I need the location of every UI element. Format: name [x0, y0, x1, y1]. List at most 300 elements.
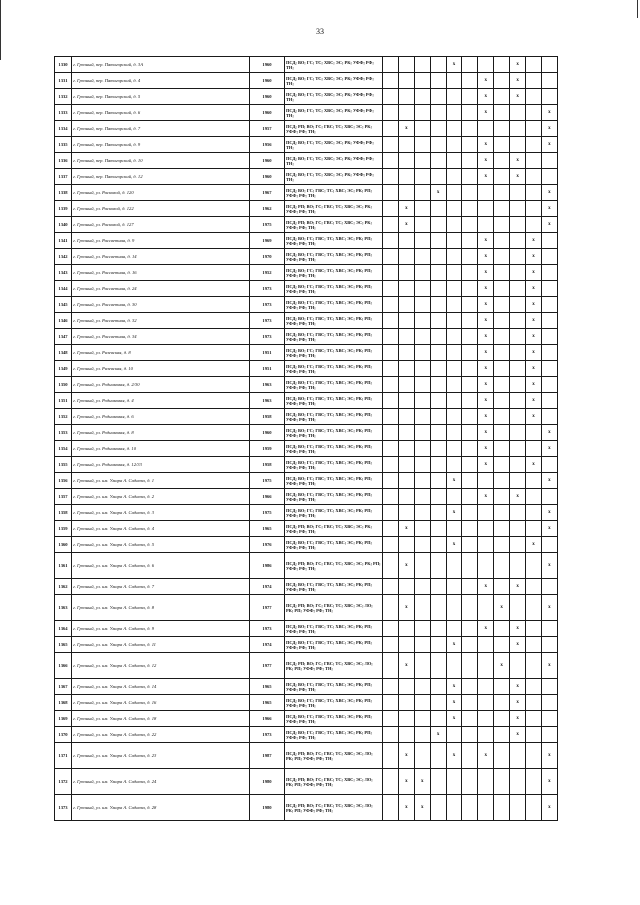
address-cell: г. Грозный, ул. Рассветная, д. 14 [72, 249, 250, 265]
works-cell: ПСД; ВО; ГС; ГВС; ТС; ХВС; ЭС; РК; РП; УФФ; РФ; ТН; [285, 537, 383, 553]
mark-cell [383, 297, 399, 313]
works-cell: ПСД; ВО; ГС; ГВС; ТС; ХВС; ЭС; РК; РП; УФФ; РФ; ТН; [285, 409, 383, 425]
mark-cell [383, 457, 399, 473]
table-row [55, 441, 558, 457]
mark-cell [446, 441, 462, 457]
mark-cell [462, 727, 478, 743]
mark-cell: x [478, 329, 494, 345]
mark-cell [398, 105, 414, 121]
mark-cell [462, 233, 478, 249]
works-cell: ПСД; ВО; ГС; ГВС; ТС; ХВС; ЭС; РК; РП; УФФ; РФ; ТН; [285, 425, 383, 441]
mark-cell [494, 185, 510, 201]
year-cell: 1975 [250, 505, 285, 521]
mark-cell [462, 73, 478, 89]
mark-cell: x [414, 795, 430, 821]
works-cell: ПСД; ВО; ГС; ГВС; ТС; ХВС; ЭС; РК; РП; УФФ; РФ; ТН; [285, 329, 383, 345]
mark-cell [462, 473, 478, 489]
mark-cell [430, 217, 446, 233]
address-cell: г. Грозный, пер. Пятигорский, д. 7 [72, 121, 250, 137]
mark-cell [414, 537, 430, 553]
mark-cell [430, 281, 446, 297]
mark-cell [414, 377, 430, 393]
mark-cell [383, 313, 399, 329]
mark-cell: x [398, 121, 414, 137]
mark-cell [494, 621, 510, 637]
mark-cell [494, 377, 510, 393]
mark-cell [398, 695, 414, 711]
address-cell: г. Грозный, ул. Рассветная, д. 32 [72, 313, 250, 329]
mark-cell [478, 637, 494, 653]
mark-cell [541, 313, 557, 329]
row-number: 1361 [55, 553, 72, 579]
mark-cell [414, 121, 430, 137]
address-cell: г. Грозный, пер. Пятигорский, д. 5 [72, 89, 250, 105]
mark-cell [494, 393, 510, 409]
mark-cell [526, 505, 542, 521]
mark-cell [462, 579, 478, 595]
mark-cell [462, 137, 478, 153]
mark-cell [398, 579, 414, 595]
mark-cell: x [541, 425, 557, 441]
mark-cell [383, 281, 399, 297]
mark-cell [446, 297, 462, 313]
mark-cell [383, 393, 399, 409]
table-row [55, 621, 558, 637]
row-number: 1372 [55, 769, 72, 795]
mark-cell: x [478, 249, 494, 265]
mark-cell [478, 505, 494, 521]
mark-cell [494, 217, 510, 233]
mark-cell [526, 695, 542, 711]
mark-cell [414, 105, 430, 121]
mark-cell: x [430, 727, 446, 743]
mark-cell: x [510, 711, 526, 727]
mark-cell [430, 441, 446, 457]
mark-cell: x [478, 457, 494, 473]
address-cell: г. Грозный, ул. Родниковая, д. 4 [72, 393, 250, 409]
mark-cell: x [398, 201, 414, 217]
mark-cell: x [541, 769, 557, 795]
address-cell: г. Грозный, ул. Родниковая, д. 8 [72, 425, 250, 441]
mark-cell [510, 457, 526, 473]
table-row [55, 345, 558, 361]
table-row [55, 153, 558, 169]
works-cell: ПСД; ВО; ГС; ГВС; ТС; ХВС; ЭС; РК; РП; УФФ; РФ; ТН; [285, 579, 383, 595]
year-cell: 1975 [250, 217, 285, 233]
address-cell: г. Грозный, ул. Рассветная, д. 16 [72, 265, 250, 281]
mark-cell [462, 393, 478, 409]
mark-cell: x [478, 377, 494, 393]
mark-cell [541, 711, 557, 727]
mark-cell [446, 393, 462, 409]
mark-cell [383, 521, 399, 537]
mark-cell: x [478, 153, 494, 169]
mark-cell [398, 57, 414, 73]
mark-cell: x [430, 185, 446, 201]
row-number: 1364 [55, 621, 72, 637]
row-number: 1368 [55, 695, 72, 711]
mark-cell [494, 73, 510, 89]
year-cell: 1973 [250, 329, 285, 345]
row-number: 1352 [55, 409, 72, 425]
mark-cell [383, 579, 399, 595]
table-row [55, 249, 558, 265]
scan-edge-mark [637, 0, 638, 18]
mark-cell [430, 505, 446, 521]
mark-cell: x [446, 57, 462, 73]
works-cell: ПСД; ВО; ГС; ГВС; ТС; ХВС; ЭС; РК; РП; УФФ; РФ; ТН; [285, 313, 383, 329]
works-cell: ПСД; РП; ВО; ГС; ГВС; ТС; ХВС; ЭС; ЛО; РК; РП; УФФ; РФ; ТН; [285, 653, 383, 679]
mark-cell [478, 727, 494, 743]
row-number: 1369 [55, 711, 72, 727]
mark-cell [414, 89, 430, 105]
mark-cell [510, 297, 526, 313]
mark-cell [462, 297, 478, 313]
mark-cell: x [510, 153, 526, 169]
mark-cell [430, 537, 446, 553]
mark-cell [478, 795, 494, 821]
mark-cell [414, 249, 430, 265]
address-cell: г. Грозный, ул. им. Умара А. Садаева, д. 9 [72, 621, 250, 637]
mark-cell: x [398, 553, 414, 579]
mark-cell [446, 457, 462, 473]
row-number: 1339 [55, 201, 72, 217]
row-number: 1343 [55, 265, 72, 281]
mark-cell [430, 169, 446, 185]
mark-cell: x [510, 489, 526, 505]
mark-cell: x [398, 743, 414, 769]
mark-cell [494, 679, 510, 695]
mark-cell [494, 345, 510, 361]
row-number: 1342 [55, 249, 72, 265]
mark-cell [414, 409, 430, 425]
year-cell: 1980 [250, 769, 285, 795]
row-number: 1347 [55, 329, 72, 345]
mark-cell [430, 769, 446, 795]
mark-cell [462, 361, 478, 377]
mark-cell: x [478, 73, 494, 89]
mark-cell [510, 769, 526, 795]
mark-cell [414, 329, 430, 345]
address-cell: г. Грозный, ул. им. Умара А. Садаева, д. 23 [72, 743, 250, 769]
mark-cell [462, 217, 478, 233]
mark-cell [398, 637, 414, 653]
row-number: 1363 [55, 595, 72, 621]
mark-cell [510, 393, 526, 409]
address-cell: г. Грозный, ул. им. Умара А. Садаева, д. 28 [72, 795, 250, 821]
year-cell: 1980 [250, 795, 285, 821]
mark-cell [414, 185, 430, 201]
mark-cell: x [478, 743, 494, 769]
mark-cell: x [541, 441, 557, 457]
year-cell: 1960 [250, 73, 285, 89]
mark-cell [541, 153, 557, 169]
mark-cell [430, 489, 446, 505]
mark-cell [541, 679, 557, 695]
mark-cell [430, 595, 446, 621]
mark-cell [430, 711, 446, 727]
mark-cell [462, 153, 478, 169]
mark-cell [478, 711, 494, 727]
mark-cell [383, 249, 399, 265]
mark-cell [462, 425, 478, 441]
mark-cell [383, 505, 399, 521]
mark-cell [494, 169, 510, 185]
year-cell: 1966 [250, 711, 285, 727]
mark-cell [462, 265, 478, 281]
mark-cell [383, 105, 399, 121]
table-row [55, 297, 558, 313]
year-cell: 1965 [250, 521, 285, 537]
mark-cell [398, 505, 414, 521]
table-row [55, 695, 558, 711]
mark-cell: x [541, 743, 557, 769]
mark-cell [494, 505, 510, 521]
table-row [55, 473, 558, 489]
row-number: 1336 [55, 153, 72, 169]
table-row [55, 329, 558, 345]
address-cell: г. Грозный, ул. им. Умара А. Садаева, д. 7 [72, 579, 250, 595]
mark-cell: x [398, 795, 414, 821]
mark-cell [462, 105, 478, 121]
mark-cell [526, 137, 542, 153]
mark-cell [430, 377, 446, 393]
works-cell: ПСД; ВО; ГС; ГВС; ТС; ХВС; ЭС; РК; РП; УФФ; РФ; ТН; [285, 249, 383, 265]
address-cell: г. Грозный, ул. им. Умара А. Садаева, д. 6 [72, 553, 250, 579]
address-cell: г. Грозный, пер. Пятигорский, д. 4 [72, 73, 250, 89]
mark-cell: x [510, 637, 526, 653]
mark-cell: x [478, 441, 494, 457]
mark-cell: x [478, 409, 494, 425]
mark-cell [510, 505, 526, 521]
mark-cell [430, 637, 446, 653]
table-row [55, 281, 558, 297]
mark-cell [383, 377, 399, 393]
mark-cell [526, 595, 542, 621]
mark-cell [494, 441, 510, 457]
mark-cell [494, 233, 510, 249]
mark-cell [494, 281, 510, 297]
year-cell: 1960 [250, 425, 285, 441]
mark-cell [446, 137, 462, 153]
works-cell: ПСД; ВО; ГС; ТС; ХВС; ЭС; РК; УФФ; РФ; ТН; [285, 73, 383, 89]
mark-cell: x [478, 425, 494, 441]
mark-cell [478, 553, 494, 579]
mark-cell [462, 377, 478, 393]
works-cell: ПСД; ВО; ГС; ГВС; ТС; ХВС; ЭС; РК; РП; УФФ; РФ; ТН; [285, 505, 383, 521]
mark-cell [430, 249, 446, 265]
mark-cell [462, 121, 478, 137]
mark-cell [446, 361, 462, 377]
mark-cell: x [478, 137, 494, 153]
mark-cell: x [541, 105, 557, 121]
row-number: 1348 [55, 345, 72, 361]
mark-cell [398, 457, 414, 473]
mark-cell [430, 121, 446, 137]
mark-cell [494, 489, 510, 505]
row-number: 1334 [55, 121, 72, 137]
mark-cell [541, 393, 557, 409]
year-cell: 1987 [250, 743, 285, 769]
mark-cell [541, 377, 557, 393]
mark-cell [541, 233, 557, 249]
mark-cell [446, 313, 462, 329]
year-cell: 1975 [250, 473, 285, 489]
mark-cell [510, 281, 526, 297]
mark-cell [383, 425, 399, 441]
table-row [55, 457, 558, 473]
row-number: 1333 [55, 105, 72, 121]
mark-cell [430, 795, 446, 821]
mark-cell [383, 169, 399, 185]
mark-cell [526, 711, 542, 727]
mark-cell [494, 361, 510, 377]
table-row [55, 217, 558, 233]
mark-cell [430, 137, 446, 153]
mark-cell [462, 409, 478, 425]
works-cell: ПСД; ВО; ГС; ГВС; ТС; ХВС; ЭС; РК; РП; УФФ; РФ; ТН; [285, 457, 383, 473]
mark-cell: x [510, 621, 526, 637]
works-cell: ПСД; ВО; ГС; ГВС; ТС; ХВС; ЭС; РК; РП; УФФ; РФ; ТН; [285, 281, 383, 297]
mark-cell: x [398, 595, 414, 621]
mark-cell [446, 201, 462, 217]
mark-cell [446, 73, 462, 89]
mark-cell [398, 233, 414, 249]
mark-cell: x [526, 457, 542, 473]
mark-cell [526, 553, 542, 579]
mark-cell: x [526, 361, 542, 377]
mark-cell [398, 393, 414, 409]
mark-cell [462, 637, 478, 653]
mark-cell [430, 679, 446, 695]
mark-cell [414, 457, 430, 473]
year-cell: 1951 [250, 345, 285, 361]
mark-cell [510, 795, 526, 821]
row-number: 1354 [55, 441, 72, 457]
mark-cell [510, 441, 526, 457]
mark-cell: x [478, 345, 494, 361]
mark-cell [398, 169, 414, 185]
mark-cell [526, 727, 542, 743]
mark-cell [398, 73, 414, 89]
year-cell: 1958 [250, 409, 285, 425]
mark-cell [414, 73, 430, 89]
mark-cell [398, 409, 414, 425]
address-cell: г. Грозный, ул. Ризевская, д. 10 [72, 361, 250, 377]
mark-cell [414, 169, 430, 185]
address-cell: г. Грозный, ул. им. Умара А. Садаева, д. 3 [72, 505, 250, 521]
works-cell: ПСД; ВО; ГС; ГВС; ТС; ХВС; ЭС; РК; РП; УФФ; РФ; ТН; [285, 441, 383, 457]
row-number: 1359 [55, 521, 72, 537]
mark-cell: x [398, 217, 414, 233]
mark-cell [462, 743, 478, 769]
mark-cell [446, 233, 462, 249]
works-cell: ПСД; ВО; ГС; ТС; ХВС; ЭС; РК; УФФ; РФ; ТН; [285, 105, 383, 121]
row-number: 1373 [55, 795, 72, 821]
mark-cell [383, 637, 399, 653]
row-number: 1340 [55, 217, 72, 233]
mark-cell [478, 769, 494, 795]
mark-cell [510, 553, 526, 579]
mark-cell [526, 637, 542, 653]
year-cell: 1973 [250, 313, 285, 329]
address-cell: г. Грозный, ул. Расковой, д. 120 [72, 185, 250, 201]
mark-cell [414, 473, 430, 489]
mark-cell [494, 201, 510, 217]
mark-cell [494, 121, 510, 137]
mark-cell [383, 653, 399, 679]
mark-cell [478, 537, 494, 553]
mark-cell [430, 743, 446, 769]
year-cell: 1962 [250, 201, 285, 217]
mark-cell [510, 377, 526, 393]
year-cell: 1960 [250, 169, 285, 185]
mark-cell [541, 537, 557, 553]
mark-cell [462, 441, 478, 457]
works-cell: ПСД; РП; ВО; ГС; ГВС; ТС; ХВС; ЭС; РК; УФФ; РФ; ТН; [285, 217, 383, 233]
mark-cell [446, 653, 462, 679]
mark-cell [446, 169, 462, 185]
mark-cell [414, 637, 430, 653]
year-cell: 1960 [250, 105, 285, 121]
mark-cell [446, 329, 462, 345]
works-cell: ПСД; РП; ВО; ГС; ГВС; ТС; ХВС; ЭС; ЛО; РК; РП; УФФ; РФ; ТН; [285, 595, 383, 621]
mark-cell: x [446, 505, 462, 521]
works-cell: ПСД; ВО; ГС; ГВС; ТС; ХВС; ЭС; РК; РП; УФФ; РФ; ТН; [285, 393, 383, 409]
mark-cell [510, 473, 526, 489]
address-cell: г. Грозный, ул. им. Умара А. Садаева, д. 2 [72, 489, 250, 505]
mark-cell [383, 595, 399, 621]
page-number: 33 [316, 27, 324, 36]
mark-cell [414, 361, 430, 377]
mark-cell [478, 57, 494, 73]
row-number: 1371 [55, 743, 72, 769]
mark-cell [510, 313, 526, 329]
mark-cell [510, 329, 526, 345]
mark-cell [414, 297, 430, 313]
mark-cell [510, 137, 526, 153]
mark-cell [462, 595, 478, 621]
table-row [55, 265, 558, 281]
row-number: 1358 [55, 505, 72, 521]
table-row [55, 743, 558, 769]
mark-cell [541, 409, 557, 425]
mark-cell [494, 297, 510, 313]
address-cell: г. Грозный, ул. Расковой, д. 122 [72, 201, 250, 217]
mark-cell [494, 553, 510, 579]
mark-cell: x [526, 329, 542, 345]
mark-cell [398, 313, 414, 329]
table-row [55, 201, 558, 217]
mark-cell [462, 521, 478, 537]
mark-cell [383, 695, 399, 711]
mark-cell [430, 201, 446, 217]
mark-cell [383, 217, 399, 233]
mark-cell [414, 345, 430, 361]
year-cell: 1977 [250, 595, 285, 621]
mark-cell [446, 217, 462, 233]
mark-cell: x [541, 553, 557, 579]
mark-cell [526, 73, 542, 89]
mark-cell [541, 361, 557, 377]
table-row [55, 505, 558, 521]
row-number: 1362 [55, 579, 72, 595]
mark-cell: x [526, 265, 542, 281]
mark-cell [541, 89, 557, 105]
mark-cell [462, 653, 478, 679]
mark-cell [478, 595, 494, 621]
mark-cell [541, 345, 557, 361]
